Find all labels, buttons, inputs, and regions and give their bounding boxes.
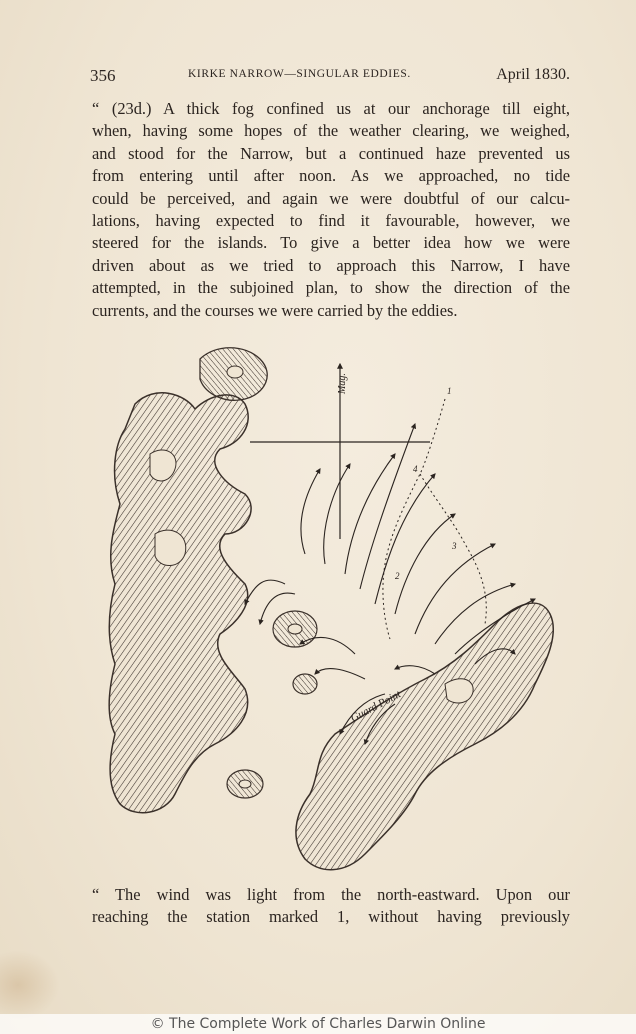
text-line: currents, and the courses we were carried by the eddies. [92,300,458,320]
guard-point-label: Guard Point [348,688,403,725]
text-line: from entering until after noon. As we approached, no tide [92,166,570,186]
magnetic-label: Mag. [337,373,348,394]
paragraph-continued [92,884,570,929]
text-line: reaching the station marked 1, without having previously [92,907,570,927]
text-line: when, having some hopes of the weather clearing, we weighed, [92,121,570,141]
text-line: steered for the islands. To give a better idea how we were [92,233,570,253]
eastern-shore [296,603,553,870]
text-line: and stood for the Narrow, but a continued haze prevented us [92,143,570,163]
western-shore [109,393,251,813]
text-line: “ The wind was light from the north-eastward. Upon our [92,885,570,904]
eddies-map [95,334,565,879]
text-line: “ (23d.) A thick fog confined us at our anchorage till eight, [92,99,570,118]
paragraph-intro [92,98,570,322]
text-line: attempted, in the subjoined plan, to show the direction of the [92,278,570,298]
text-line: driven about as we tried to approach this Narrow, I have [92,255,570,275]
text-line: could be perceived, and again we were doubtful of our calcu- [92,188,570,208]
copyright-watermark: © The Complete Work of Charles Darwin Online [0,1014,636,1034]
paper-stain [0,950,60,1020]
running-header [90,66,570,88]
northern-island [200,348,267,401]
running-title: KIRKE NARROW—SINGULAR EDDIES. [188,68,411,80]
station-2-label: 2 [395,571,400,581]
magnetic-bearing [250,364,430,539]
page-number: 356 [90,66,116,85]
station-1-label: 1 [447,386,452,396]
station-3-label: 3 [452,541,457,551]
station-4-label: 4 [413,464,418,474]
narrow-plan-figure [95,334,565,879]
header-date: April 1830. [496,66,570,83]
text-line: lations, having expected to find it favourable, however, we [92,210,570,230]
